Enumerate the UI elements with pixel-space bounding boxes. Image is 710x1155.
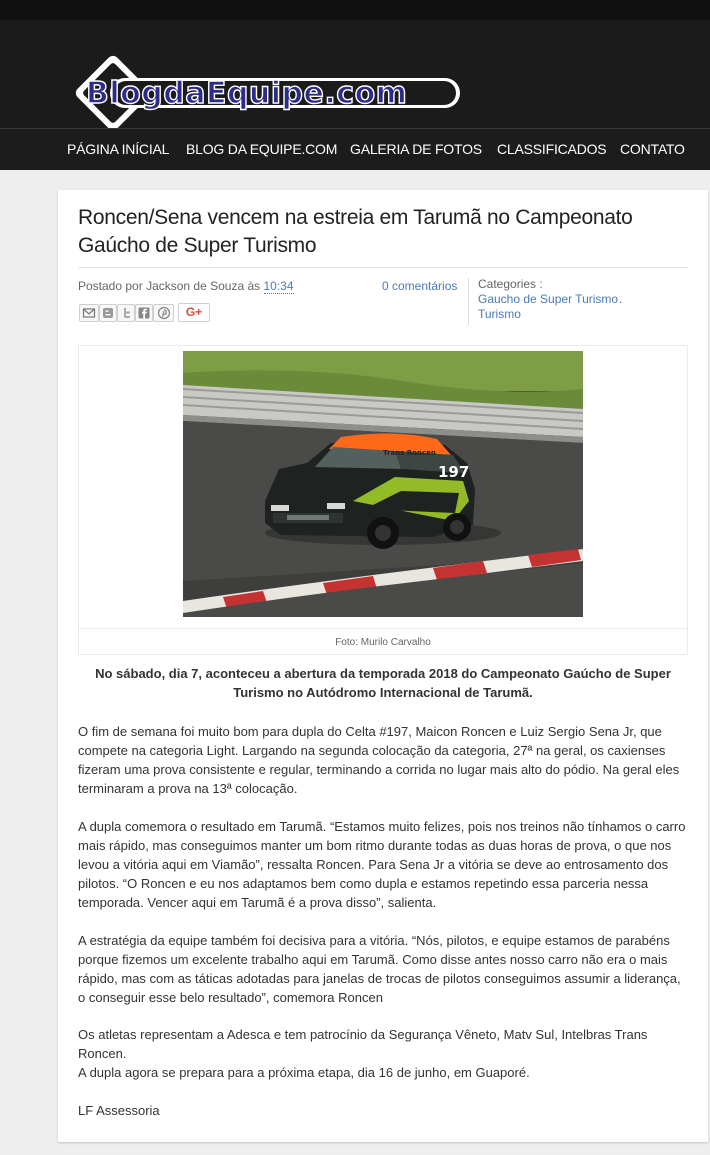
nav-item-galeria-de-fotos[interactable]: GALERIA DE FOTOS bbox=[350, 141, 482, 157]
nav-item-classificados[interactable]: CLASSIFICADOS bbox=[497, 141, 607, 157]
categories-label: Categories : bbox=[478, 277, 543, 291]
google-plus-share-button[interactable]: G+ bbox=[178, 303, 210, 322]
posted-by-label: Postado por bbox=[78, 279, 143, 293]
pinterest-icon bbox=[157, 306, 171, 320]
twitter-icon bbox=[119, 306, 133, 320]
post-lead: No sábado, dia 7, aconteceu a abertura da temporada 2018 do Campeonato Gaúcho de Super Turismo no Autódromo Internacional de Tarumã. bbox=[95, 666, 671, 700]
at-label: às bbox=[247, 279, 261, 293]
title-divider bbox=[78, 267, 688, 268]
car-number: 197 bbox=[438, 463, 470, 481]
category-link-turismo[interactable]: Turismo bbox=[478, 307, 521, 321]
nav-item-pagina-inicial[interactable]: PÁGINA INÍCIAL bbox=[67, 141, 170, 157]
facebook-icon bbox=[137, 306, 151, 320]
photo-container bbox=[78, 345, 688, 655]
post-paragraph-2: A dupla comemora o resultado em Tarumã. “Estamos muito felizes, pois nos treinos não tínhamos o carro mais rápido, mas conseguimos manter um bom ritmo durante todas as duas horas de prova, o que nos levou a vitória aqui em Viamão”, ressalta Roncen. Para Sena Jr a vitória se deve ao entrosamento dos pilotos. “O Roncen e eu nos adaptamos bem como dupla e estamos repetindo essa parceria nessa temporada. Vencer aqui em Tarumã é a prova disso”, salienta. bbox=[78, 819, 686, 910]
post-meta bbox=[78, 279, 294, 293]
pinterest-share-button[interactable] bbox=[153, 304, 174, 322]
post-time-link[interactable]: 10:34 bbox=[263, 279, 294, 293]
twitter-share-button[interactable] bbox=[117, 304, 135, 322]
race-car-photo[interactable] bbox=[183, 351, 583, 617]
nav-item-blog-da-equipe[interactable]: BLOG DA EQUIPE.COM bbox=[186, 141, 338, 157]
site-header bbox=[0, 20, 710, 128]
logo-text: BlogdaEquipe.com bbox=[86, 76, 408, 111]
main-nav bbox=[0, 128, 710, 170]
post-paragraph-1: O fim de semana foi muito bom para dupla do Celta #197, Maicon Roncen e Luiz Sergio Sena Jr, que compete na categoria Light. Largando na segunda colocação da categoria, 27ª na geral, os caxienses fizeram uma prova consistente e regular, terminando a corrida no lugar mais alto do pódio. Na geral eles terminaram a prova na 13ª colocação. bbox=[78, 724, 680, 796]
facebook-share-button[interactable] bbox=[135, 304, 153, 322]
post-card bbox=[58, 190, 708, 1142]
post-author[interactable]: Jackson de Souza bbox=[146, 279, 245, 293]
top-strip bbox=[0, 0, 710, 20]
category-link-gaucho[interactable]: Gaucho de Super Turismo bbox=[478, 292, 619, 306]
email-share-button[interactable] bbox=[79, 304, 99, 322]
photo-caption: Foto: Murilo Carvalho bbox=[335, 637, 431, 648]
comments-link[interactable]: 0 comentários bbox=[382, 279, 458, 293]
category-separator: . bbox=[619, 292, 623, 306]
post-paragraph-5: A dupla agora se prepara para a próxima etapa, dia 16 de junho, em Guaporé. bbox=[78, 1065, 530, 1080]
blogger-icon bbox=[101, 306, 115, 320]
site-logo[interactable] bbox=[70, 50, 470, 136]
email-icon bbox=[82, 306, 96, 320]
blogger-share-button[interactable] bbox=[99, 304, 117, 322]
post-signature: LF Assessoria bbox=[78, 1103, 160, 1118]
categories-divider bbox=[468, 278, 469, 325]
nav-item-contato[interactable]: CONTATO bbox=[620, 141, 685, 157]
post-paragraph-3: A estratégia da equipe também foi decisiva para a vitória. “Nós, pilotos, e equipe estamos de parabéns porque fizemos um excelente trabalho aqui em Tarumã. Como disse antes nosso carro não era o mais rápido, mas com as táticas adotadas para janelas de trocas de pilotos conseguimos assumir a liderança, o conseguir esse belo resultado”, comemora Roncen bbox=[78, 933, 681, 1005]
caption-divider bbox=[79, 628, 687, 629]
post-title[interactable]: Roncen/Sena vencem na estreia em Tarumã no Campeonato Gaúcho de Super Turismo bbox=[78, 206, 633, 257]
post-paragraph-4: Os atletas representam a Adesca e tem patrocínio da Segurança Vêneto, Matv Sul, Intelbras Trans Roncen. bbox=[78, 1027, 648, 1061]
car-sponsor-text: Trans Roncen bbox=[383, 449, 436, 457]
